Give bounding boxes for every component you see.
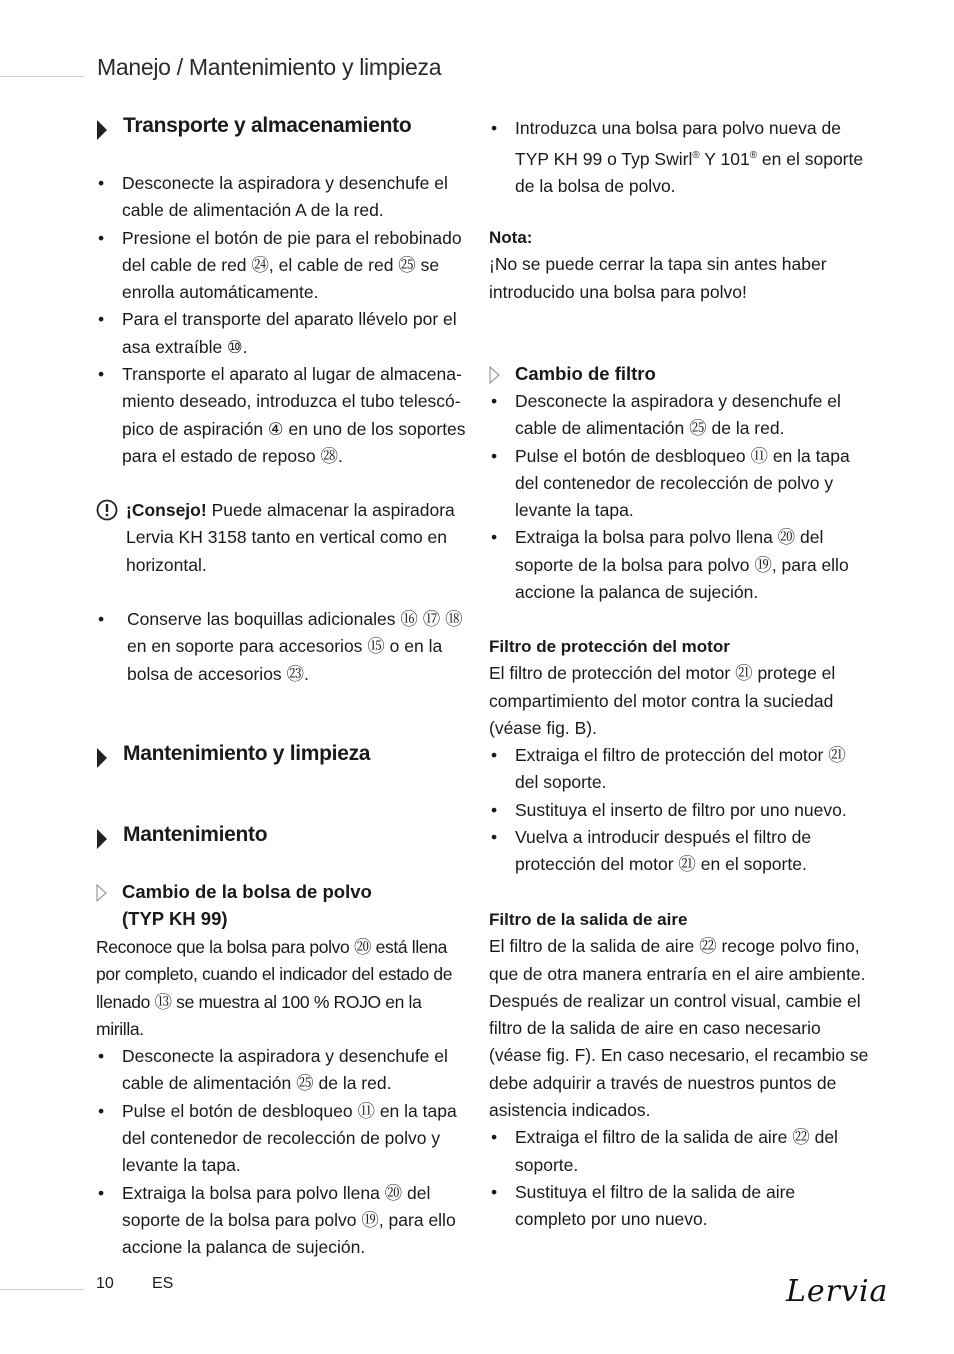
list-item: • Introduzca una bolsa para polvo nueva de TYP KH 99 o Typ Swirl® Y 101® en el soporte de la bolsa de polvo. xyxy=(489,115,869,201)
new-bag-block xyxy=(489,115,869,201)
list-item: • Sustituya el inserto de filtro por uno nuevo. xyxy=(489,797,869,824)
list-item: • Para el transporte del aparato llévelo por el asa extraíble ⑩. xyxy=(96,306,466,361)
exhaust-filter-block xyxy=(489,906,869,1234)
exclamation-icon xyxy=(96,499,118,521)
list-item: • Desconecte la aspiradora y desenchufe el cable de alimentación ㉕ de la red. xyxy=(96,1043,466,1098)
triangle-bullet-icon xyxy=(96,828,108,850)
brand-logo: Lervia xyxy=(786,1274,889,1309)
motor-filter-intro: El filtro de protección del motor ㉑ protege el compartimiento del motor contra la suciedad (véase fig. B). xyxy=(489,663,836,738)
running-head: Manejo / Mantenimiento y limpieza xyxy=(97,54,442,80)
exhaust-filter-heading: Filtro de la salida de aire xyxy=(489,910,688,929)
list-item: • Desconecte la aspiradora y desenchufe el cable de alimentación A de la red. xyxy=(96,170,466,225)
motor-filter-heading: Filtro de protección del motor xyxy=(489,637,730,656)
outline-triangle-icon xyxy=(96,884,107,902)
heading-bag-change: Cambio de la bolsa de polvo (TYP KH 99) xyxy=(96,878,372,932)
list-item: • Pulse el botón de desbloqueo ⑪ en la tapa del contenedor de recolección de polvo y levante la tapa. xyxy=(96,1098,466,1180)
list-item: • Vuelva a introducir después el filtro de protección del motor ㉑ en el soporte. xyxy=(489,824,869,879)
list-item: • Pulse el botón de desbloqueo ⑪ en la tapa del contenedor de recolección de polvo y levante la tapa. xyxy=(489,443,869,525)
note-block xyxy=(489,224,869,306)
page-number: 10 xyxy=(96,1275,114,1292)
list-item: • Conserve las boquillas adicionales ⑯ ⑰ ⑱ en en soporte para accesorios ⑮ o en la bolsa de accesorios ㉓. xyxy=(96,606,466,688)
list-item: • Extraiga el filtro de la salida de aire ㉒ del soporte. xyxy=(489,1124,869,1179)
outline-triangle-icon xyxy=(489,366,500,384)
exhaust-filter-intro: El filtro de la salida de aire ㉒ recoge polvo fino, que de otra manera entraría en el aire ambiente. Después de realizar un control visual, cambie el filtro de la salida de aire en caso necesario (véase fig. F). En caso necesario, el recambio se debe adquirir a través de nuestros puntos de asistencia indicados. xyxy=(489,936,869,1121)
list-item: • Extraiga el filtro de protección del motor ㉑ del soporte. xyxy=(489,742,869,797)
heading-filter-change: Cambio de filtro xyxy=(489,360,656,387)
list-item: • Transporte el aparato al lugar de almacena-miento deseado, introduzca el tubo telescó-pico de aspiración ④ en uno de los soportes para el estado de reposo ㉘. xyxy=(96,361,466,470)
header-rule xyxy=(0,76,84,77)
accessories-list xyxy=(96,606,466,688)
list-item: • Presione el botón de pie para el rebobinado del cable de red ㉔, el cable de red ㉕ se enrolla automáticamente. xyxy=(96,225,466,307)
transport-list-block xyxy=(96,170,466,470)
exhaust-filter-list xyxy=(489,1124,869,1233)
filter-change-list xyxy=(489,388,869,606)
filter-change-block xyxy=(489,388,869,606)
bag-change-list xyxy=(96,1043,466,1261)
note-text: ¡No se puede cerrar la tapa sin antes haber introducido una bolsa para polvo! xyxy=(489,254,827,302)
note-label: Nota: xyxy=(489,228,533,247)
motor-filter-list xyxy=(489,742,869,878)
list-item: • Desconecte la aspiradora y desenchufe el cable de alimentación ㉕ de la red. xyxy=(489,388,869,443)
footer-rule xyxy=(0,1289,84,1290)
tip-label: ¡Consejo! xyxy=(126,500,207,520)
triangle-bullet-icon xyxy=(96,119,108,141)
language-code: ES xyxy=(152,1275,174,1292)
triangle-bullet-icon xyxy=(96,747,108,769)
transport-list xyxy=(96,170,466,470)
tip-block xyxy=(96,497,466,579)
list-item: • Extraiga la bolsa para polvo llena ⑳ del soporte de la bolsa para polvo ⑲, para ello accione la palanca de sujeción. xyxy=(96,1180,466,1262)
accessories-block xyxy=(96,606,466,688)
list-item: • Sustituya el filtro de la salida de aire completo por uno nuevo. xyxy=(489,1179,869,1234)
tip-text: ¡Consejo! Puede almacenar la aspiradora Lervia KH 3158 tanto en vertical como en horizontal. xyxy=(126,500,455,575)
new-bag-list xyxy=(489,115,869,201)
motor-filter-block xyxy=(489,633,869,879)
bag-change-block xyxy=(96,934,466,1262)
bag-change-intro: Reconoce que la bolsa para polvo ⑳ está llena por completo, cuando el indicador del estado de llenado ⑬ se muestra al 100 % ROJO en la mirilla. xyxy=(96,937,453,1039)
list-item: • Extraiga la bolsa para polvo llena ⑳ del soporte de la bolsa para polvo ⑲, para ello accione la palanca de sujeción. xyxy=(489,524,869,606)
